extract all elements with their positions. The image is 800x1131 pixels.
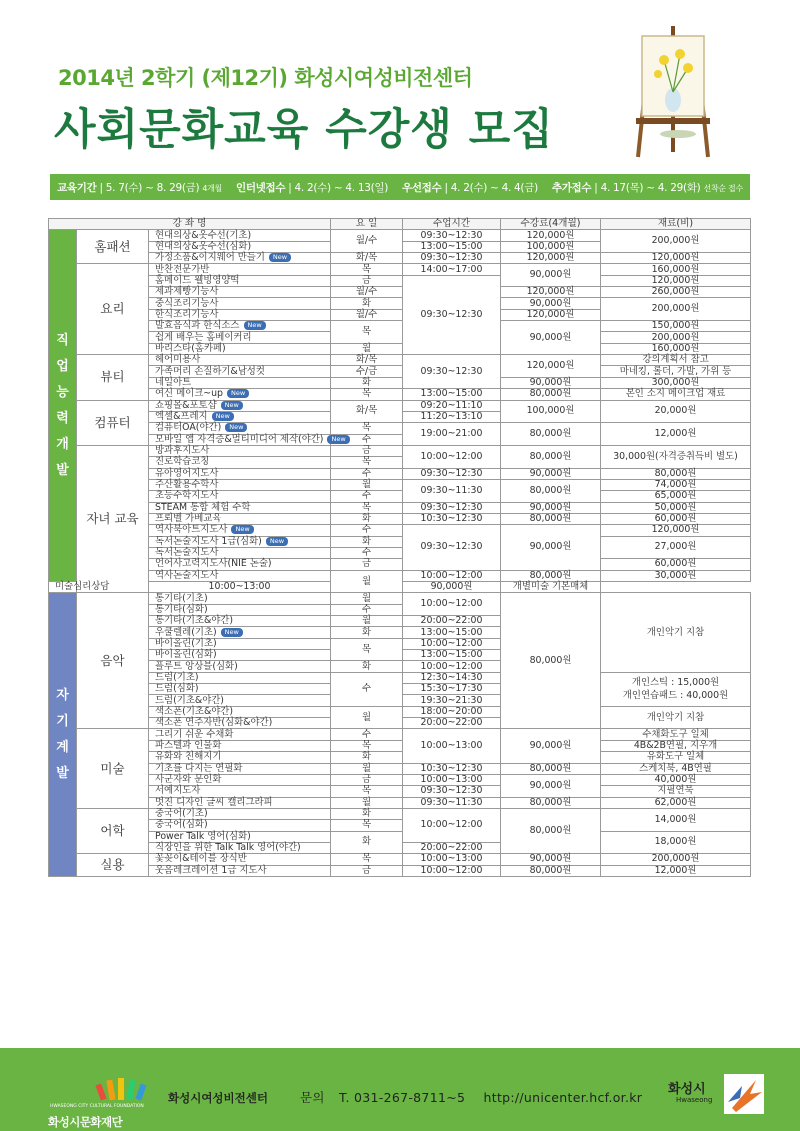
group-label: 미술 [77,729,149,808]
group-label: 홈패션 [77,230,149,264]
table-row: 제과제빵기능사 월/수 120,000원 260,000원 [49,287,751,298]
table-row: 역사북아트지도사 New 수 09:30~12:30 90,000원 120,000원 [49,525,751,536]
table-row: 드럼(기초&야간) 19:30~21:30 [49,695,751,706]
table-row: 현대의상&옷수선(심화) 13:00~15:00 100,000원 [49,241,751,252]
table-row: 한식조리기능사 월/수 120,000원 [49,309,751,320]
table-row: 파스텔과 인물화 목 4B&2B연필, 지우개 [49,740,751,751]
foundation-logo-icon [94,1074,154,1102]
easel-illustration-icon [628,22,718,162]
table-row: 바리스타(홈카페) 월 160,000원 [49,343,751,354]
internet-info: 인터넷접수 | 4. 2(수) ~ 4. 13(일) [236,181,389,194]
poster-subtitle: 2014년 2학기 (제12기) 화성시여성비전센터 [58,66,473,90]
table-row: 초등수학지도사 수 65,000원 [49,491,751,502]
table-row: 모바일 앱 자격증&멀티미디어 제작(야간) New 수 [49,434,751,445]
group-label: 요리 [77,264,149,355]
table-row: 우쿨렐레(기초) New 화 13:00~15:00 [49,627,751,638]
poster-title: 사회문화교육 수강생 모집 [54,105,554,155]
section-self-dev: 자기계발 [49,593,77,877]
table-row: 플루트 앙상블(심화) 화 10:00~12:00 [49,661,751,672]
table-row: 색소폰 연주자반(심화&야간) 20:00~22:00 [49,718,751,729]
new-badge: New [266,537,288,546]
group-label: 음악 [77,593,149,729]
new-badge: New [221,401,243,410]
group-label: 컴퓨터 [77,400,149,445]
table-row: 드럼(기초) 수 12:30~14:30 개인스틱 : 15,000원 개인연습패드 : 40,000원 [49,672,751,683]
section-career: 직업능력개발 [49,230,77,582]
table-row: 기초를 다지는 연필화 월 10:30~12:30 80,000원 스케치북, 4B연필 [49,763,751,774]
footer-contact: 문의 T. 031-267-8711~5 http://unicenter.hcf.or.kr [300,1090,643,1105]
table-row: 쉽게 배우는 홈베이커리 200,000원 [49,332,751,343]
table-row: 색소폰(기초&야간) 월 18:00~20:00 개인악기 지참 [49,706,751,717]
table-row: 유화와 친해지기 화 유화도구 일체 [49,752,751,763]
table-row: 서예지도자 목 09:30~12:30 지필연묵 [49,786,751,797]
table-row: 가족머리 손질하기&남성컷 수/금 마네킹, 롤더, 가발, 가위 등 [49,366,751,377]
footer-center-name: 화성시여성비전센터 [168,1091,268,1105]
group-label: 자녀 교육 [77,445,149,592]
table-row: 프뢰벨 가베교육 화 10:30~12:30 80,000원 60,000원 [49,513,751,524]
footer-url[interactable]: http://unicenter.hcf.or.kr [483,1090,643,1105]
extra-info: 추가접수 | 4. 17(목) ~ 4. 29(화) 선착순 접수 [551,181,743,194]
table-row: STEAM 통합 체험 수학 목 09:30~12:30 90,000원 50,000원 [49,502,751,513]
table-row: 사군자와 문인화 금 10:00~13:00 90,000원 40,000원 [49,774,751,785]
footer-phone: T. 031-267-8711~5 [339,1090,466,1105]
table-row: 뷰티 헤어미용사 화/목 09:30~12:30 120,000원 강의계획서 참고 [49,355,751,366]
table-row: 직업능력개발 홈패션 현대의상&옷수선(기초) 월/수 09:30~12:30 120,000원 200,000원 [49,230,751,241]
city-logo: 화성시 Hwaseong [668,1072,772,1122]
new-badge: New [231,525,253,534]
foundation-logo: HWASEONG CITY CULTURAL FOUNDATION 화성시문화재단 [44,1074,156,1124]
table-row: 미술 그리기 쉬운 수채화 수 10:00~13:00 90,000원 수채화도구 일체 [49,729,751,740]
course-table [48,218,751,877]
table-row: 바이올린(기초) 목 10:00~12:00 [49,638,751,649]
group-label: 실용 [77,854,149,877]
header-time: 수업시간 [403,219,501,230]
table-header-row [49,219,751,230]
table-row: 컴퓨터OA(야간) New 목 19:00~21:00 80,000원 12,000원 [49,423,751,434]
table-row: 통기타(기초&야간) 월 20:00~22:00 [49,616,751,627]
table-row: 네일아트 화 90,000원 300,000원 [49,377,751,388]
table-row: 언어사고력지도사(NIE 논술) 금 60,000원 [49,559,751,570]
table-row: 중국어(심화) 목 [49,820,751,831]
table-row: 발효음식과 한식소스 New 목 90,000원 150,000원 [49,321,751,332]
table-row: 드럼(심화) 15:30~17:30 [49,684,751,695]
table-row: 독서논술지도사 1급(심화) New 화 27,000원 [49,536,751,547]
header-day: 요 일 [331,219,403,230]
table-row: 실용 꽃꽂이&테이블 장식반 목 10:00~13:00 90,000원 200,000원 [49,854,751,865]
table-row: 통기타(심화) 수 [49,604,751,615]
drum-material: 개인스틱 : 15,000원 개인연습패드 : 40,000원 [601,672,751,706]
table-row: 가정소품&이지웨어 만들기 New 화/목 09:30~12:30 120,000원 120,000원 [49,253,751,264]
new-badge: New [227,389,249,398]
table-row: 요리 반찬전문가반 목 14:00~17:00 90,000원 160,000원 [49,264,751,275]
period-info: 교육기간 | 5. 7(수) ~ 8. 29(금) 4개월 [57,181,222,194]
group-label: 어학 [77,808,149,853]
table-row: 바이올린(심화) 13:00~15:00 [49,650,751,661]
new-badge: New [269,253,291,262]
table-row: 멋진 디자인 글씨 캘리그라피 월 09:30~11:30 80,000원 62,000원 [49,797,751,808]
table-row: 독서논술지도사 수 [49,547,751,558]
table-row: 자녀 교육 방과후지도사 금 10:00~12:00 80,000원 30,000원(자격증취득비 별도) [49,445,751,456]
table-row: 중식조리기능사 화 90,000원 200,000원 [49,298,751,309]
new-badge: New [225,423,247,432]
city-logo-icon [722,1072,766,1116]
new-badge: New [244,321,266,330]
header-material: 재료(비) [601,219,751,230]
table-row: 미술심리상담 10:00~13:00 90,000원 개별미술 기본매체 [49,582,751,593]
table-row: 역사논술지도사 월 10:00~12:00 80,000원 30,000원 [49,570,751,581]
group-label: 뷰티 [77,355,149,400]
table-row: 유아영어지도사 수 09:30~12:30 90,000원 80,000원 [49,468,751,479]
table-row: 직장인을 위한 Talk Talk 영어(야간) 20:00~22:00 [49,842,751,853]
table-row: 어학 중국어(기초) 화 10:00~12:00 80,000원 14,000원 [49,808,751,819]
new-badge: New [212,412,234,421]
table-row: 주산활용수학사 월 09:30~11:30 80,000원 74,000원 [49,479,751,490]
header-fee: 수강료(4개월) [501,219,601,230]
table-row: Power Talk 영어(심화) 화 18,000원 [49,831,751,842]
header-course: 강 좌 명 [49,219,331,230]
table-row: 홈메이드 웰빙영양떡 금 09:30~12:30 120,000원 [49,275,751,286]
schedule-info-bar [50,174,750,200]
table-row: 엑셀&프레지 New 11:20~13:10 [49,411,751,422]
new-badge: New [327,435,349,444]
table-row: 컴퓨터 쇼핑몰&포토샵 New 화/목 09:20~11:10 100,000원 20,000원 [49,400,751,411]
new-badge: New [221,628,243,637]
table-row: 여신 메이크~up New 목 13:00~15:00 80,000원 본인 소지 메이크업 재료 [49,389,751,400]
table-row: 웃음레크레이션 1급 지도사 금 10:00~12:00 80,000원 12,000원 [49,865,751,876]
table-row: 자기계발 음악 통기타(기초) 월 10:00~12:00 80,000원 개인악기 지참 [49,593,751,604]
table-row: 진로학습코칭 목 [49,457,751,468]
priority-info: 우선접수 | 4. 2(수) ~ 4. 4(금) [402,181,538,194]
